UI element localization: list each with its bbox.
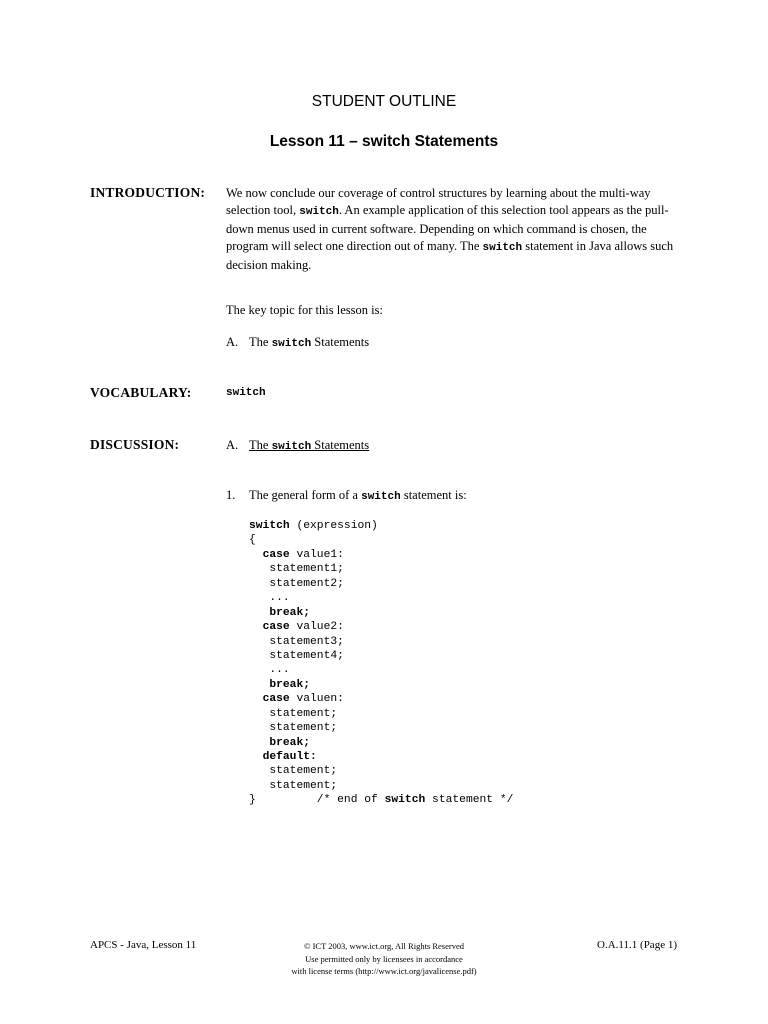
vocabulary-term: switch	[226, 387, 266, 399]
code-line	[249, 736, 513, 750]
code-line	[249, 678, 513, 692]
code-text: statement1;	[249, 563, 344, 576]
code-text: } /* end of	[249, 794, 385, 807]
code-text: statement;	[249, 765, 338, 778]
vocabulary-label: VOCABULARY:	[90, 385, 192, 400]
code-text	[249, 679, 269, 691]
code-text: value2:	[289, 621, 344, 634]
code-text: statement4;	[249, 649, 344, 662]
intro-text-2: . An example application of this selection tool appears as the pull-down menus used in current software. Depending on which command is chosen, the program will select one direction out of many. The	[226, 203, 669, 253]
section-heading-pre: The	[249, 438, 269, 452]
code-keyword: case	[262, 621, 290, 634]
code-text	[249, 607, 269, 619]
code-block	[249, 519, 513, 808]
document-title: STUDENT OUTLINE	[311, 93, 457, 110]
discussion-item-text	[249, 487, 467, 506]
code-line	[249, 635, 513, 649]
code-text: statement;	[249, 707, 338, 720]
code-text	[249, 621, 263, 633]
code-line	[249, 577, 513, 591]
code-text: {	[249, 534, 256, 547]
intro-code-switch-2: switch	[482, 242, 523, 254]
code-keyword: switch	[384, 794, 426, 807]
code-text: ...	[249, 664, 290, 677]
code-text: statement */	[425, 794, 514, 807]
code-line	[249, 620, 513, 634]
footer-course: APCS - Java, Lesson 11	[90, 939, 197, 951]
footer-copyright-line3: with license terms (http://www.ict.org/javalicense.pdf)	[291, 966, 477, 976]
discussion-section-letter: A.	[226, 438, 239, 452]
intro-text-1: We now conclude our coverage of control structures by learning about the multi-way selection tool,	[226, 186, 651, 217]
code-line	[249, 548, 513, 562]
code-keyword: switch	[249, 520, 290, 532]
item-text-pre: The general form of a	[249, 488, 358, 502]
introduction-label: INTRODUCTION:	[90, 185, 206, 200]
code-text	[249, 751, 263, 763]
code-text: statement3;	[249, 635, 344, 648]
code-text	[249, 737, 269, 749]
code-keyword: break;	[269, 606, 311, 619]
code-text: (expression)	[289, 520, 378, 532]
key-topic-post: Statements	[314, 335, 370, 349]
code-line	[249, 591, 513, 605]
footer-page-number: O.A.11.1 (Page 1)	[597, 939, 677, 951]
code-keyword: break;	[269, 736, 311, 749]
discussion-label: DISCUSSION:	[90, 437, 180, 452]
key-topic-item	[249, 334, 369, 353]
key-topic-code: switch	[271, 338, 312, 350]
code-text: statement;	[249, 722, 338, 735]
code-text: statement2;	[249, 577, 344, 590]
code-line	[249, 606, 513, 620]
code-keyword: case	[262, 548, 290, 561]
code-line	[249, 649, 513, 663]
code-line	[249, 519, 513, 533]
key-topic-letter: A.	[226, 335, 239, 349]
code-line	[249, 721, 513, 735]
code-line	[249, 764, 513, 778]
lesson-title: Lesson 11 – switch Statements	[269, 133, 499, 150]
key-topic-intro: The key topic for this lesson is:	[226, 303, 383, 317]
discussion-item-number: 1.	[226, 488, 236, 502]
code-line	[249, 793, 513, 807]
footer-copyright	[230, 940, 538, 978]
item-text-post: statement is:	[403, 488, 467, 502]
code-line	[249, 562, 513, 576]
intro-code-switch-1: switch	[299, 206, 339, 218]
code-text: value1:	[289, 548, 344, 561]
code-text: valuen:	[289, 693, 344, 706]
code-keyword: default:	[262, 751, 317, 763]
section-heading-code: switch	[271, 441, 312, 453]
introduction-paragraph	[226, 185, 692, 274]
footer-copyright-line1: © ICT 2003, www.ict.org, All Rights Reserved	[303, 941, 464, 951]
footer-copyright-line2: Use permitted only by licensees in accordance	[305, 953, 463, 964]
section-heading-post: Statements	[314, 438, 370, 452]
code-keyword: case	[262, 693, 290, 706]
code-line	[249, 692, 513, 706]
item-text-code: switch	[361, 491, 401, 503]
key-topic-pre: The	[249, 335, 269, 349]
code-text: statement;	[249, 779, 338, 792]
code-line	[249, 750, 513, 764]
code-line	[249, 533, 513, 547]
intro-text-3: statement in Java allows such decision making.	[226, 239, 674, 272]
code-text: ...	[249, 592, 290, 605]
code-text	[249, 549, 263, 561]
code-line	[249, 663, 513, 677]
code-text	[249, 693, 263, 705]
code-line	[249, 779, 513, 793]
code-line	[249, 707, 513, 721]
discussion-section-heading	[249, 437, 369, 456]
code-keyword: break;	[269, 678, 311, 691]
